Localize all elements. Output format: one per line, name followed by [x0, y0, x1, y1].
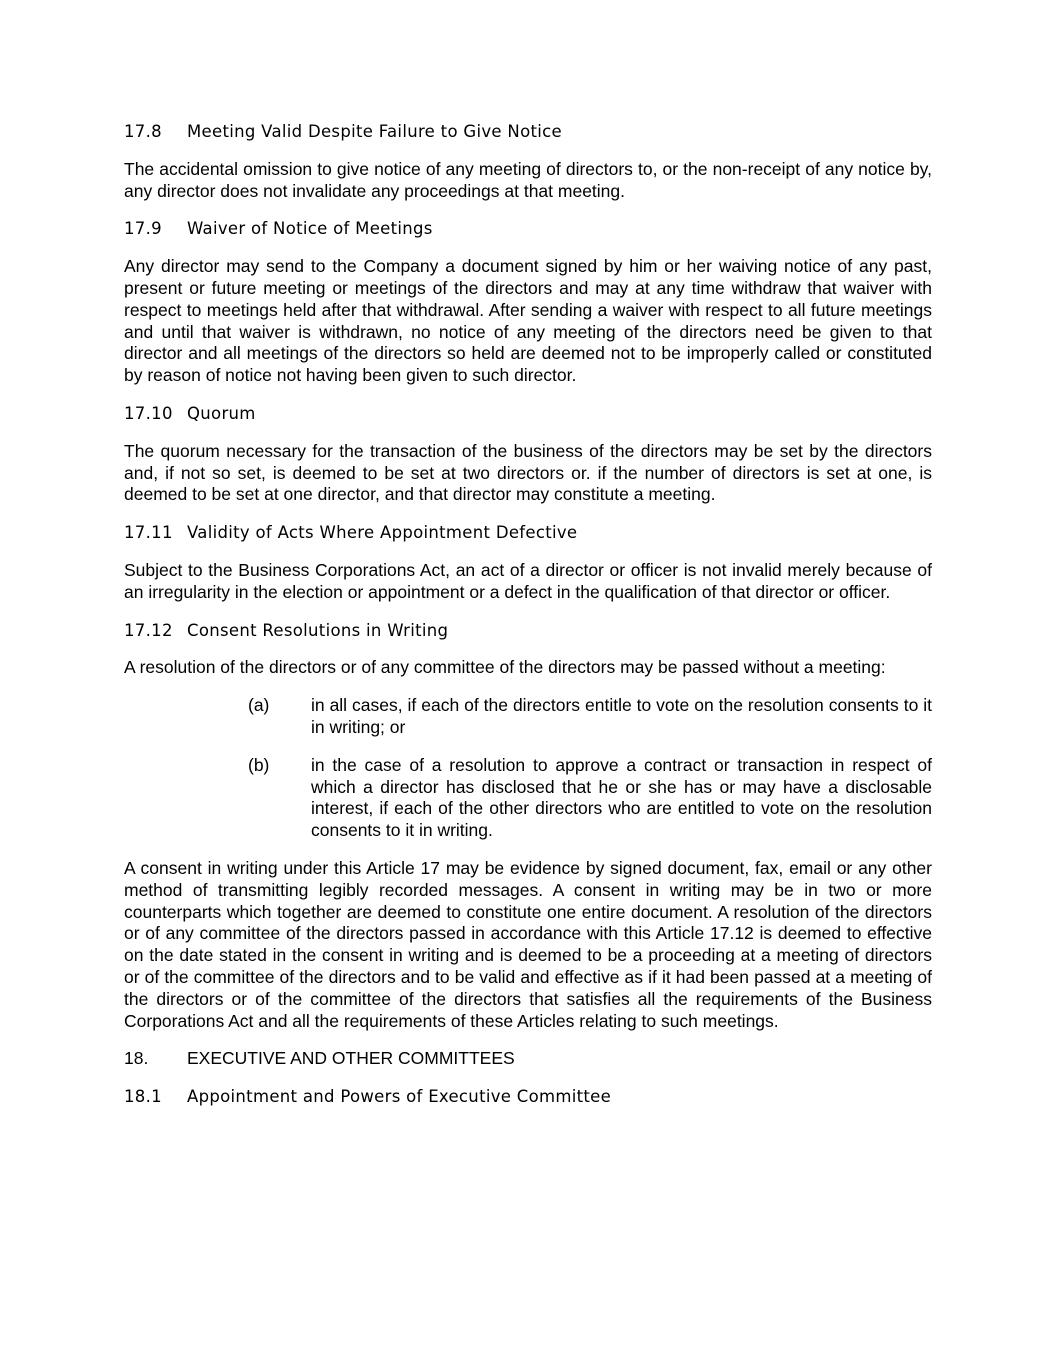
section-body-17-12: A resolution of the directors or of any committee of the directors may be passed without a meeting:: [124, 657, 886, 678]
article-title: EXECUTIVE AND OTHER COMMITTEES: [187, 1048, 515, 1069]
section-body-17-11: Subject to the Business Corporations Act, an act of a director or officer is not invalid merely because of an irregularity in the election or appointment or a defect in the qualification of that director or officer.: [124, 559, 932, 602]
article-heading-18: [124, 1048, 932, 1070]
section-title: Appointment and Powers of Executive Committee: [187, 1087, 612, 1107]
list-item-label: (b): [248, 754, 270, 775]
section-heading-17-10: [124, 403, 932, 425]
section-heading-18-1: [124, 1086, 932, 1108]
section-title: Quorum: [187, 403, 256, 423]
section-closing-17-12: A consent in writing under this Article 17 may be evidence by signed document, fax, email or any other method of transmitting legibly recorded messages. A consent in writing may be in two or more counterparts which together are deemed to constitute one entire document. A resolution of the directors or of any committee of the directors passed in accordance with this Article 17.12 is deemed to effective on the date stated in the consent in writing and is deemed to be a proceeding at a meeting of directors or of the committee of the directors and to be valid and effective as if it had been passed at a meeting of the directors or of the committee of the directors that satisfies all the requirements of the Business Corporations Act and all the requirements of these Articles relating to such meetings.: [124, 857, 932, 1031]
section-number: 17.10: [124, 403, 173, 423]
section-heading-17-12: [124, 620, 932, 642]
section-number: 17.9: [124, 219, 162, 239]
list-item: [248, 695, 932, 739]
section-number: 18.1: [124, 1087, 162, 1107]
section-title: Meeting Valid Despite Failure to Give Notice: [187, 122, 562, 141]
list-item-text: in the case of a resolution to approve a contract or transaction in respect of which a director has disclosed that he or she has or may have a disclosable interest, if each of the other directors who are entitled to vote on the resolution consents to it in writing.: [311, 754, 932, 841]
section-body-17-8: The accidental omission to give notice of any meeting of directors to, or the non-receipt of any notice by, any director does not invalidate any proceedings at that meeting.: [124, 158, 932, 201]
section-number: 17.8: [124, 122, 162, 141]
section-heading-17-11: [124, 522, 932, 544]
section-body-17-10: The quorum necessary for the transaction of the business of the directors may be set by the directors and, if not so set, is deemed to be set at two directors or. if the number of directors is set at one, is deemed to be set at one director, and that director may constitute a meeting.: [124, 440, 932, 505]
document-page: [124, 121, 932, 1108]
section-title: Consent Resolutions in Writing: [187, 620, 449, 640]
section-number: 17.11: [124, 523, 173, 543]
list-item: [248, 755, 932, 842]
section-title: Validity of Acts Where Appointment Defective: [187, 523, 578, 543]
section-body-17-9: Any director may send to the Company a document signed by him or her waiving notice of any past, present or future meeting or meetings of the directors and may at any time withdraw that waiver with respect to meetings held after that withdrawal. After sending a waiver with respect to all future meetings and until that waiver is withdrawn, no notice of any meeting of the directors need be given to that director and all meetings of the directors so held are deemed not to be improperly called or constituted by reason of notice not having been given to such director.: [124, 256, 932, 386]
list-item-label: (a): [248, 695, 270, 716]
list-item-text: in all cases, if each of the directors entitle to vote on the resolution consents to it in writing; or: [311, 695, 932, 737]
section-title: Waiver of Notice of Meetings: [187, 219, 433, 239]
article-number: 18.: [124, 1048, 149, 1069]
section-heading-17-9: [124, 218, 932, 240]
section-number: 17.12: [124, 620, 173, 640]
section-heading-17-8: [124, 121, 932, 143]
